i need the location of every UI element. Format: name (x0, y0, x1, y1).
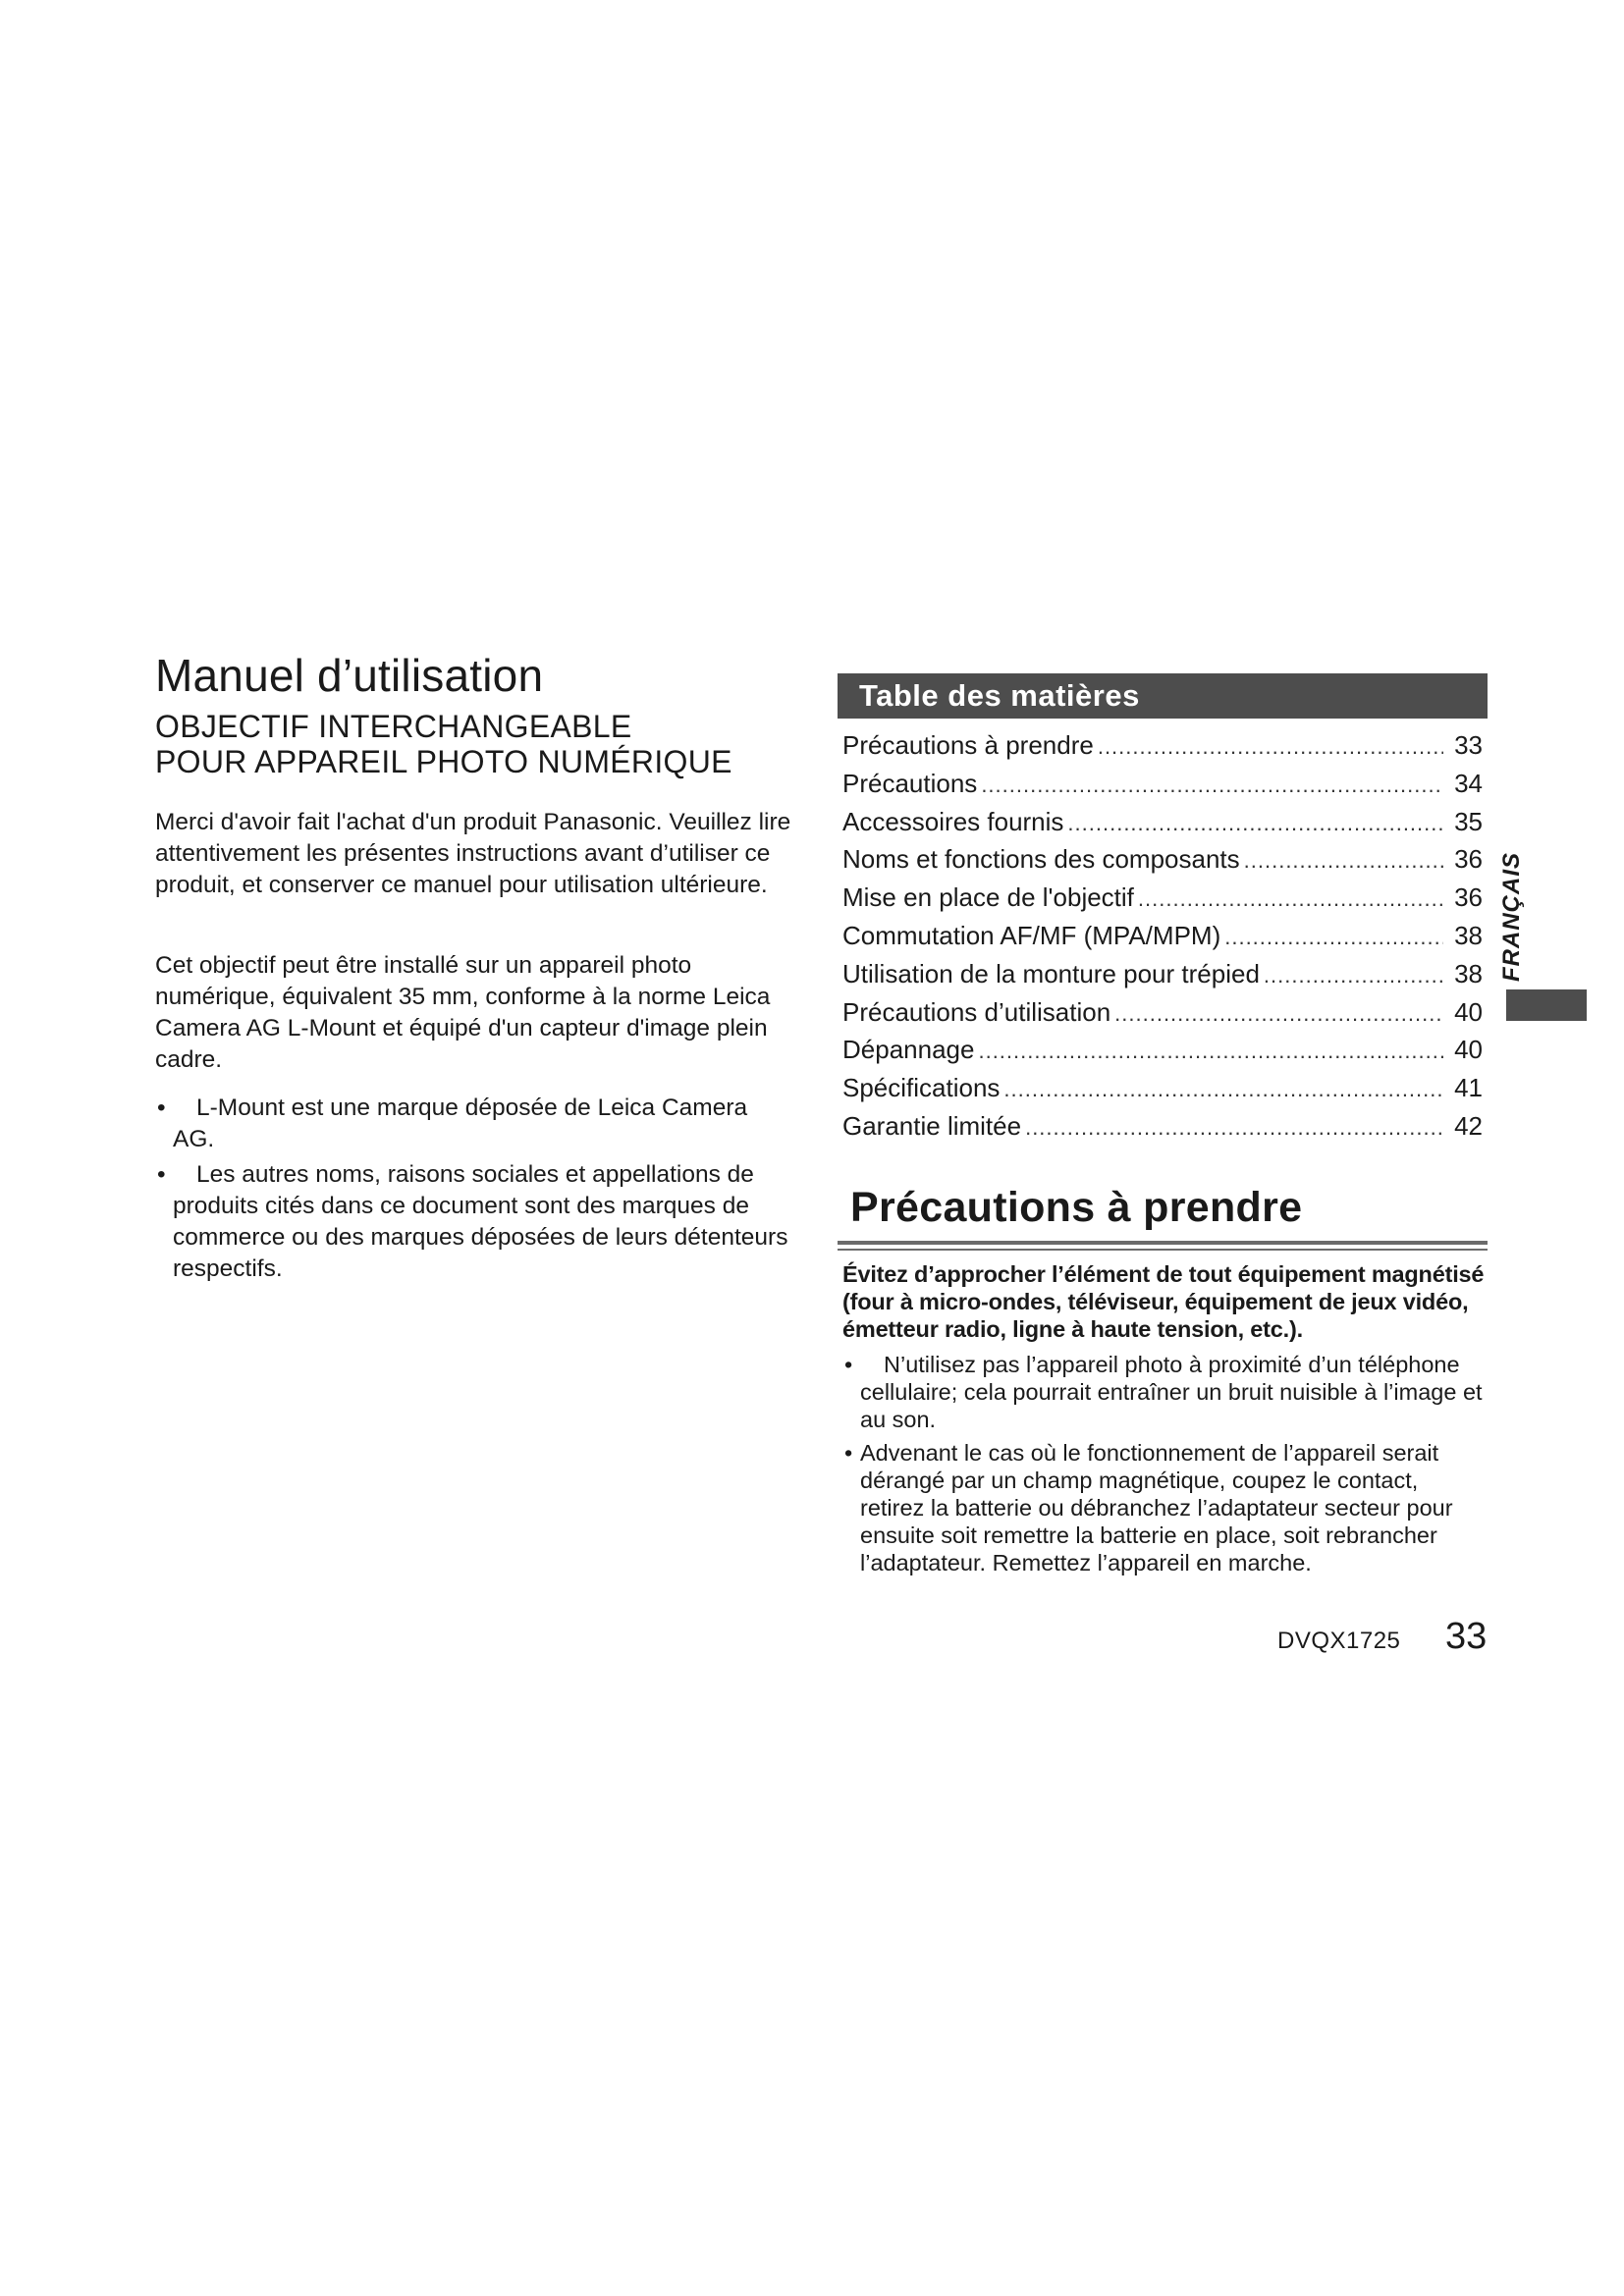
toc-leader (1025, 1109, 1443, 1148)
list-item (842, 1351, 1483, 1433)
product-subtitle (155, 709, 803, 779)
toc-item-page: 36 (1454, 844, 1483, 875)
toc-leader (1264, 957, 1443, 995)
toc-item-page: 38 (1454, 958, 1483, 988)
trademark-notes (155, 1093, 791, 1289)
toc-item-label: Dépannage (842, 1035, 975, 1065)
toc-item-page: 40 (1454, 1035, 1483, 1065)
magnetic-warning: Évitez d’approcher l’élément de tout équipement magnétisé (four à micro-ondes, téléviseur, équipement de jeux vidéo, émetteur radio, ligne à haute tension, etc.). (842, 1261, 1485, 1342)
toc-list (842, 726, 1483, 1146)
section-divider-thin (838, 1249, 1488, 1251)
toc-item-label: Accessoires fournis (842, 806, 1064, 836)
trademark-note-others: Les autres noms, raisons sociales et appellations de produits cités dans ce document sont des marques de commerce ou des marques déposées de leurs détenteurs respectifs. (173, 1161, 788, 1282)
toc-leader (1067, 805, 1443, 843)
toc-item-page: 33 (1454, 730, 1483, 760)
intro-paragraph-thanks: Merci d'avoir fait l'achat d'un produit Panasonic. Veuillez lire attentivement les présentes instructions avant d’utiliser ce produit, et conserver ce manuel pour utilisation ultérieure. (155, 809, 791, 898)
toc-item[interactable] (842, 955, 1483, 993)
page-number: 33 (1445, 1616, 1488, 1657)
toc-item-label: Précautions à prendre (842, 730, 1094, 760)
toc-item[interactable] (842, 1031, 1483, 1069)
toc-item-label: Précautions d’utilisation (842, 996, 1111, 1027)
intro-paragraph-compatibility: Cet objectif peut être installé sur un appareil photo numérique, équivalent 35 mm, conforme à la norme Leica Camera AG L-Mount et équipé d'un capteur d'image plein cadre. (155, 952, 771, 1073)
precautions-title: Précautions à prendre (850, 1184, 1303, 1231)
toc-leader (1138, 881, 1443, 919)
toc-item-label: Garantie limitée (842, 1110, 1022, 1141)
list-item (155, 1159, 791, 1285)
toc-leader (1114, 995, 1443, 1034)
document-code: DVQX1725 (1277, 1628, 1401, 1654)
list-item (842, 1439, 1483, 1576)
precautions-list (842, 1351, 1483, 1582)
manual-title: Manuel d’utilisation (155, 650, 544, 701)
trademark-note-lmount: L-Mount est une marque déposée de Leica Camera AG. (173, 1095, 748, 1152)
toc-item-page: 42 (1454, 1110, 1483, 1141)
toc-item-label: Utilisation de la monture pour trépied (842, 958, 1260, 988)
toc-item-label: Spécifications (842, 1073, 1001, 1103)
toc-item[interactable] (842, 765, 1483, 803)
toc-item-label: Précautions (842, 768, 978, 798)
toc-leader (1098, 728, 1443, 767)
toc-item[interactable] (842, 1107, 1483, 1146)
toc-item[interactable] (842, 726, 1483, 765)
toc-header: Table des matières (838, 673, 1488, 719)
toc-item[interactable] (842, 803, 1483, 841)
precaution-magnetic-field: Advenant le cas où le fonctionnement de l’appareil serait dérangé par un champ magnétique, coupez le contact, retirez la batterie ou débranchez l’adaptateur secteur pour ensuite soit remettre la batterie en place, soit rebrancher l’adaptateur. Remettez l’appareil en marche. (860, 1440, 1453, 1575)
toc-item-label: Commutation AF/MF (MPA/MPM) (842, 920, 1221, 950)
toc-item[interactable] (842, 917, 1483, 955)
toc-item[interactable] (842, 1069, 1483, 1107)
subtitle-line-2: POUR APPAREIL PHOTO NUMÉRIQUE (155, 744, 732, 779)
subtitle-line-1: OBJECTIF INTERCHANGEABLE (155, 709, 632, 744)
toc-item[interactable] (842, 993, 1483, 1032)
toc-leader (978, 1033, 1443, 1071)
precaution-cellphone: N’utilisez pas l’appareil photo à proximité d’un téléphone cellulaire; cela pourrait entraîner un bruit nuisible à l’image et au son. (860, 1352, 1483, 1432)
section-divider (838, 1241, 1488, 1245)
language-text: FRANÇAIS (1498, 852, 1525, 982)
toc-item[interactable] (842, 840, 1483, 879)
language-tab-marker (1506, 989, 1587, 1021)
toc-item[interactable] (842, 879, 1483, 917)
toc-leader (981, 767, 1443, 805)
toc-item-label: Noms et fonctions des composants (842, 844, 1240, 875)
toc-item-page: 36 (1454, 882, 1483, 913)
toc-leader (1224, 919, 1443, 957)
toc-item-page: 38 (1454, 920, 1483, 950)
language-label (1483, 854, 1542, 980)
toc-item-label: Mise en place de l'objectif (842, 882, 1134, 913)
toc-item-page: 40 (1454, 996, 1483, 1027)
toc-item-page: 34 (1454, 768, 1483, 798)
toc-item-page: 41 (1454, 1073, 1483, 1103)
toc-leader (1003, 1071, 1443, 1109)
list-item (155, 1093, 791, 1155)
toc-item-page: 35 (1454, 806, 1483, 836)
toc-leader (1244, 842, 1443, 881)
